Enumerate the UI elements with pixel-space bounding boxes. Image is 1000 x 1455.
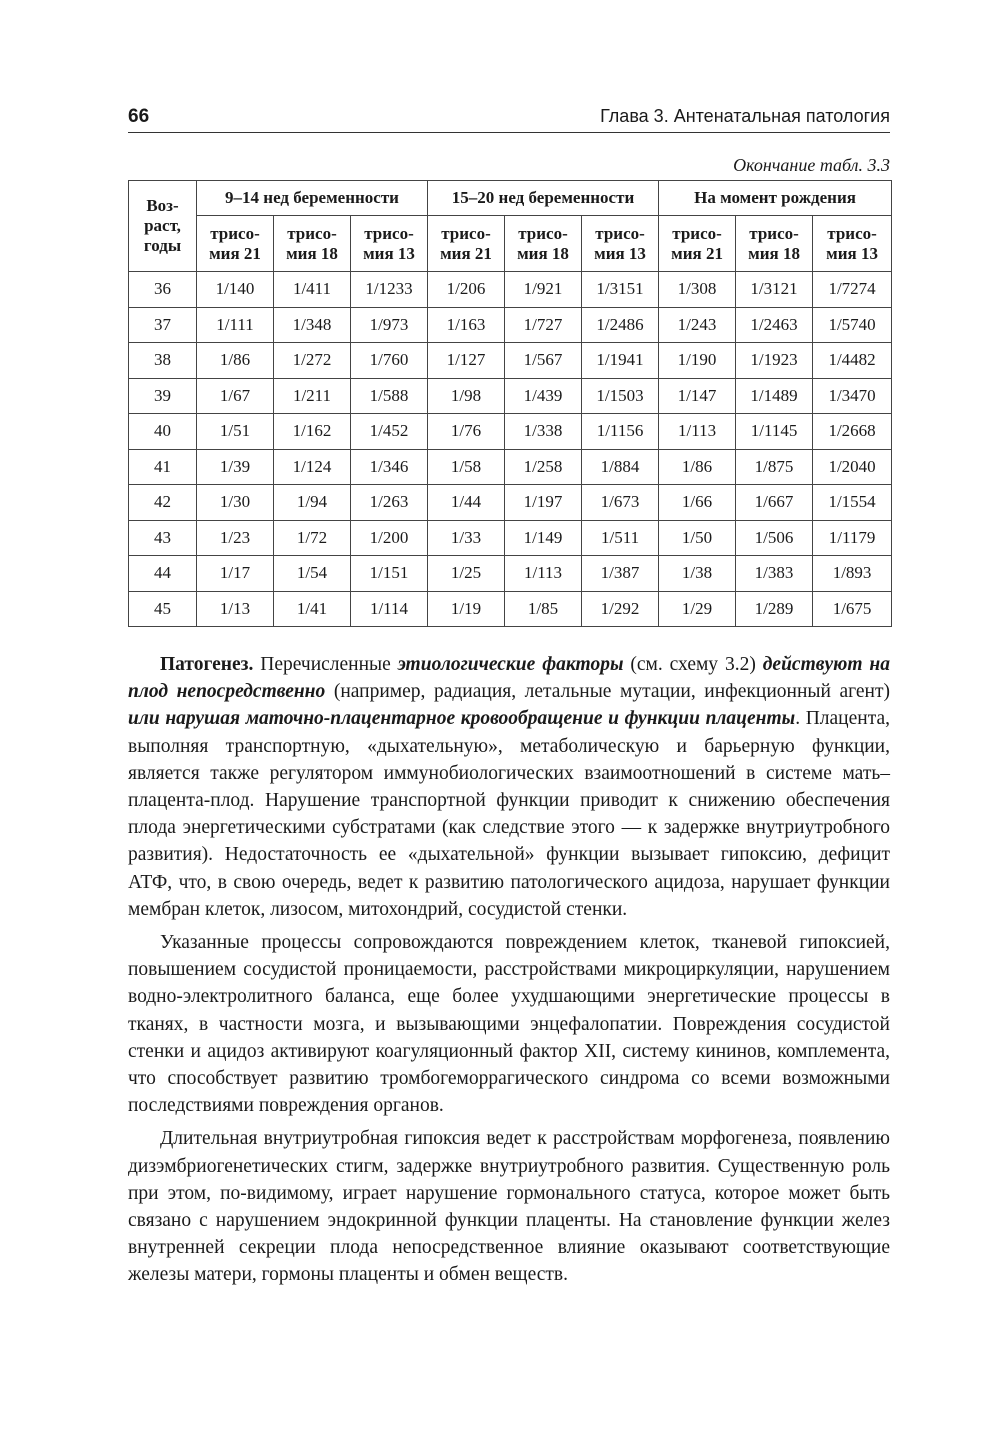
risk-cell: 1/1503 [582, 378, 659, 414]
table-row [129, 272, 892, 308]
risk-cell: 1/33 [428, 520, 505, 556]
age-cell: 40 [129, 414, 197, 450]
page-number: 66 [128, 106, 150, 127]
sub-header: трисо- мия 21 [197, 216, 274, 272]
risk-cell: 1/58 [428, 449, 505, 485]
risk-cell: 1/1489 [736, 378, 813, 414]
table-row [129, 556, 892, 592]
risk-cell: 1/567 [505, 343, 582, 379]
risk-cell: 1/875 [736, 449, 813, 485]
risk-cell: 1/66 [659, 485, 736, 521]
risk-cell: 1/3121 [736, 272, 813, 308]
risk-cell: 1/1554 [813, 485, 892, 521]
table-row [129, 591, 892, 627]
emphasis: действуют на плод непосредственно [128, 654, 890, 703]
risk-cell: 1/973 [351, 307, 428, 343]
sub-header: трисо- мия 18 [274, 216, 351, 272]
text-span: (например, радиация, летальные мутации, инфекционный агент) [325, 681, 890, 703]
risk-cell: 1/67 [197, 378, 274, 414]
risk-cell: 1/29 [659, 591, 736, 627]
table-row [129, 414, 892, 450]
risk-cell: 1/588 [351, 378, 428, 414]
emphasis: этиологические факторы [397, 654, 624, 675]
emphasis: или нарушая маточно-плацентарное кровообращение и функции плаценты [128, 708, 796, 730]
risk-cell: 1/2486 [582, 307, 659, 343]
risk-cell: 1/51 [197, 414, 274, 450]
risk-cell: 1/673 [582, 485, 659, 521]
group-header: На момент рождения [659, 181, 892, 216]
age-cell: 39 [129, 378, 197, 414]
risk-cell: 1/39 [197, 449, 274, 485]
risk-cell: 1/884 [582, 449, 659, 485]
risk-cell: 1/86 [197, 343, 274, 379]
group-header: 15–20 нед беременности [428, 181, 659, 216]
text-span: Перечисленные [253, 654, 398, 675]
risk-cell: 1/200 [351, 520, 428, 556]
risk-cell: 1/113 [505, 556, 582, 592]
risk-cell: 1/1941 [582, 343, 659, 379]
data-table [128, 180, 892, 627]
age-cell: 37 [129, 307, 197, 343]
risk-cell: 1/348 [274, 307, 351, 343]
risk-cell: 1/675 [813, 591, 892, 627]
risk-cell: 1/383 [736, 556, 813, 592]
risk-cell: 1/727 [505, 307, 582, 343]
risk-cell: 1/98 [428, 378, 505, 414]
risk-cell: 1/893 [813, 556, 892, 592]
risk-cell: 1/151 [351, 556, 428, 592]
risk-cell: 1/4482 [813, 343, 892, 379]
paragraph-pathogenesis [128, 651, 890, 923]
risk-cell: 1/387 [582, 556, 659, 592]
risk-cell: 1/23 [197, 520, 274, 556]
risk-cell: 1/190 [659, 343, 736, 379]
risk-cell: 1/292 [582, 591, 659, 627]
risk-cell: 1/667 [736, 485, 813, 521]
risk-cell: 1/50 [659, 520, 736, 556]
table-row [129, 520, 892, 556]
text-span: (см. схему 3.2) [623, 654, 763, 675]
risk-cell: 1/308 [659, 272, 736, 308]
risk-cell: 1/149 [505, 520, 582, 556]
risk-cell: 1/289 [736, 591, 813, 627]
table-row [129, 449, 892, 485]
chapter-title: Глава 3. Антенатальная патология [600, 106, 890, 126]
sub-header: трисо- мия 13 [351, 216, 428, 272]
risk-cell: 1/1145 [736, 414, 813, 450]
risk-cell: 1/263 [351, 485, 428, 521]
age-cell: 41 [129, 449, 197, 485]
section-lead-in: Патогенез. [160, 654, 254, 675]
body-text [128, 651, 890, 1295]
table-row [129, 485, 892, 521]
risk-cell: 1/439 [505, 378, 582, 414]
table-subheader-row [129, 216, 892, 272]
table-body [129, 272, 892, 627]
age-column-header: Воз- раст, годы [129, 181, 197, 272]
table-row [129, 378, 892, 414]
risk-cell: 1/243 [659, 307, 736, 343]
risk-cell: 1/511 [582, 520, 659, 556]
age-cell: 45 [129, 591, 197, 627]
risk-cell: 1/114 [351, 591, 428, 627]
risk-cell: 1/54 [274, 556, 351, 592]
risk-cell: 1/38 [659, 556, 736, 592]
risk-cell: 1/19 [428, 591, 505, 627]
sub-header: трисо- мия 18 [505, 216, 582, 272]
age-cell: 42 [129, 485, 197, 521]
risk-cell: 1/113 [659, 414, 736, 450]
risk-cell: 1/140 [197, 272, 274, 308]
risk-cell: 1/124 [274, 449, 351, 485]
risk-cell: 1/94 [274, 485, 351, 521]
paragraph-2: Указанные процессы сопровождаются повреждением клеток, тканевой гипоксией, повышением сосудистой проницаемости, расстройствами микроциркуляции, нарушением водно-электролитного баланса, еще более ухудшающими энергетические процессы в тканях, в частности мозга, и вызывающими энцефалопатии. Повреждения сосудистой стенки и ацидоз активируют коагуляционный фактор XII, систему кининов, комплемента, что способствует развитию тромбогеморрагического синдрома со всеми возможными последствиями повреждения органов. [128, 932, 890, 1117]
sub-header: трисо- мия 13 [582, 216, 659, 272]
risk-cell: 1/2463 [736, 307, 813, 343]
running-head [128, 100, 890, 133]
risk-cell: 1/258 [505, 449, 582, 485]
risk-cell: 1/86 [659, 449, 736, 485]
risk-cell: 1/1179 [813, 520, 892, 556]
table-header-row [129, 181, 892, 216]
table-caption: Окончание табл. 3.3 [733, 155, 890, 175]
risk-cell: 1/147 [659, 378, 736, 414]
age-cell: 38 [129, 343, 197, 379]
risk-cell: 1/197 [505, 485, 582, 521]
sub-header: трисо- мия 21 [659, 216, 736, 272]
risk-cell: 1/85 [505, 591, 582, 627]
risk-cell: 1/1923 [736, 343, 813, 379]
risk-cell: 1/3151 [582, 272, 659, 308]
risk-cell: 1/41 [274, 591, 351, 627]
risk-cell: 1/3470 [813, 378, 892, 414]
risk-cell: 1/411 [274, 272, 351, 308]
risk-cell: 1/452 [351, 414, 428, 450]
risk-cell: 1/760 [351, 343, 428, 379]
table-row [129, 343, 892, 379]
risk-cell: 1/72 [274, 520, 351, 556]
risk-cell: 1/76 [428, 414, 505, 450]
risk-cell: 1/7274 [813, 272, 892, 308]
risk-cell: 1/338 [505, 414, 582, 450]
risk-cell: 1/17 [197, 556, 274, 592]
risk-cell: 1/44 [428, 485, 505, 521]
risk-cell: 1/30 [197, 485, 274, 521]
risk-cell: 1/272 [274, 343, 351, 379]
risk-cell: 1/206 [428, 272, 505, 308]
risk-cell: 1/2668 [813, 414, 892, 450]
risk-cell: 1/13 [197, 591, 274, 627]
sub-header: трисо- мия 13 [813, 216, 892, 272]
sub-header: трисо- мия 21 [428, 216, 505, 272]
risk-cell: 1/921 [505, 272, 582, 308]
risk-cell: 1/346 [351, 449, 428, 485]
sub-header: трисо- мия 18 [736, 216, 813, 272]
paragraph-3: Длительная внутриутробная гипоксия ведет к расстройствам морфогенеза, появлению дизэмбриогенетических стигм, задержке внутриутробного развития. Существенную роль при этом, по-видимому, играет нарушение гормонального статуса, которое может быть связано с нарушением эндокринной функции плаценты. На становление функции желез внутренней секреции плода непосредственное влияние оказывают соответствующие железы матери, гормоны плаценты и обмен веществ. [128, 1128, 890, 1286]
age-cell: 44 [129, 556, 197, 592]
risk-cell: 1/1233 [351, 272, 428, 308]
risk-cell: 1/127 [428, 343, 505, 379]
age-cell: 36 [129, 272, 197, 308]
risk-cell: 1/5740 [813, 307, 892, 343]
table-row [129, 307, 892, 343]
risk-cell: 1/2040 [813, 449, 892, 485]
risk-cell: 1/1156 [582, 414, 659, 450]
age-cell: 43 [129, 520, 197, 556]
group-header: 9–14 нед беременности [197, 181, 428, 216]
risk-cell: 1/162 [274, 414, 351, 450]
risk-cell: 1/211 [274, 378, 351, 414]
risk-cell: 1/111 [197, 307, 274, 343]
risk-cell: 1/506 [736, 520, 813, 556]
text-span: . Плацента, выполняя транспортную, «дыхательную», метаболическую и барьерную функции, является также регулятором иммунобиологических взаимоотношений в системе мать–плацента-плод. Нарушение транспортной функции приводит к снижению обеспечения плода энергетическими субстратами (как следствие этого — к задержке внутриутробного развития). Недостаточность ее «дыхательной» функции вызывает гипоксию, дефицит АТФ, что, в свою очередь, ведет к развитию патологического ацидоза, нарушает функции мембран клеток, лизосом, митохондрий, сосудистой стенки. [128, 708, 890, 920]
risk-cell: 1/25 [428, 556, 505, 592]
risk-cell: 1/163 [428, 307, 505, 343]
